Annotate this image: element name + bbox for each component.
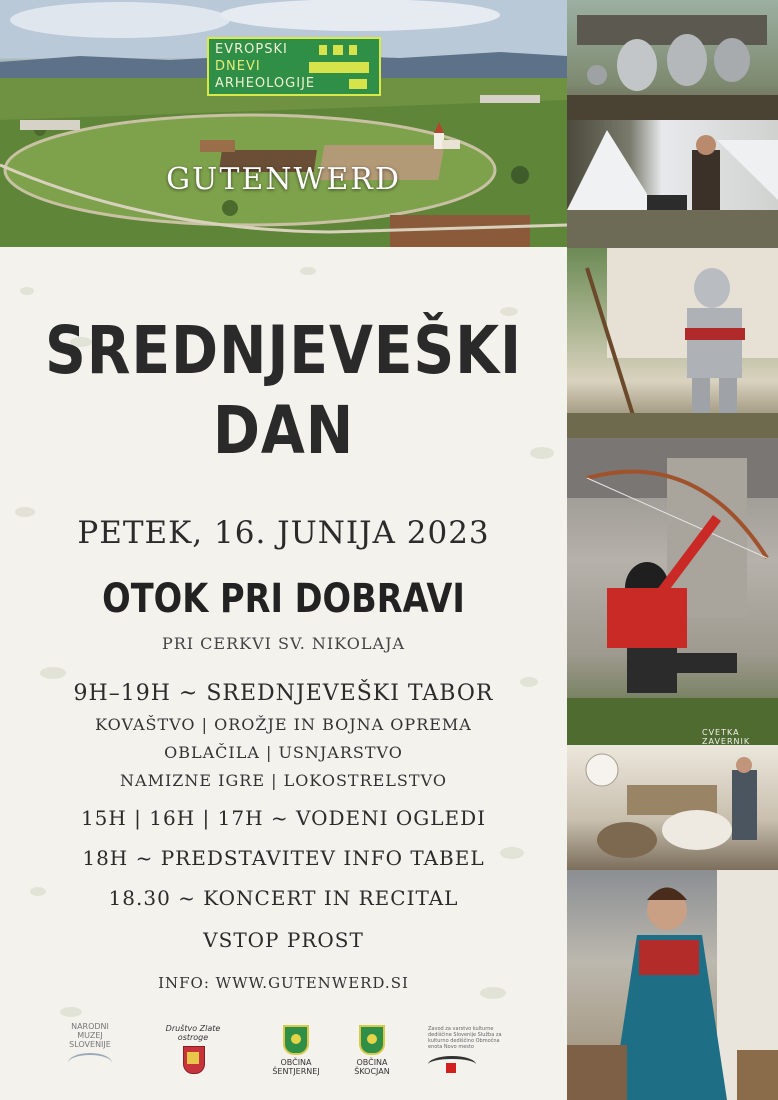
museum-logo-text: NARODNI MUZEJ SLOVENIJE (69, 1022, 111, 1049)
zvkds-logo (428, 1026, 508, 1073)
program-camp-items-1: KOVAŠTVO | OROŽJE IN BOJNA OPREMA (95, 715, 472, 734)
society-logo (152, 1024, 234, 1078)
museum-arch-icon (68, 1053, 112, 1073)
badge-line-3: ARHEOLOGIJE (215, 76, 316, 91)
event-heading-line-1: SREDNJEVEŠKI (45, 312, 522, 389)
photo-seamstress (567, 870, 778, 1100)
photo-blacksmith (567, 120, 778, 248)
program-camp-items-2: OBLAČILA | USNJARSTVO (164, 743, 403, 762)
badge-glyph-icon (333, 45, 343, 55)
photo-armor-display (567, 0, 778, 120)
archaeology-days-badge (207, 37, 381, 96)
badge-glyph-icon (309, 62, 369, 73)
sentjernej-coat-of-arms-icon (283, 1025, 309, 1055)
hero-landscape-photo (0, 0, 567, 247)
photo-leather-workshop (567, 745, 778, 870)
society-logo-text: Društvo Zlate ostroge (165, 1024, 221, 1042)
skocjan-logo-text: OBČINA ŠKOCJAN (354, 1058, 390, 1076)
skocjan-coat-of-arms-icon (359, 1025, 385, 1055)
photo-credit: CVETKA ZAVERNIK (702, 728, 751, 745)
badge-glyph-icon (349, 79, 367, 89)
program-entry: VSTOP PROST (203, 928, 364, 952)
badge-line-1: EVROPSKI (215, 42, 288, 57)
skocjan-logo (347, 1025, 397, 1076)
program-info-link[interactable]: INFO: WWW.GUTENWERD.SI (158, 974, 409, 992)
crest-icon (175, 1046, 211, 1078)
program-camp-items-3: NAMIZNE IGRE | LOKOSTRELSTVO (120, 771, 447, 790)
sentjernej-logo-text: OBČINA ŠENTJERNEJ (272, 1058, 320, 1076)
zvkds-swoosh-icon (428, 1056, 476, 1073)
event-place-sub: PRI CERKVI SV. NIKOLAJA (161, 634, 406, 653)
event-heading-line-2: DAN (212, 392, 355, 469)
event-place: OTOK PRI DOBRAVI (102, 576, 465, 622)
photo-archer (567, 438, 778, 745)
program-camp: 9H–19H ~ SREDNJEVEŠKI TABOR (73, 681, 494, 706)
site-title: GUTENWERD (166, 162, 401, 197)
badge-line-2: DNEVI (215, 59, 261, 74)
photo-knight-in-armor (567, 248, 778, 438)
badge-glyph-icon (349, 45, 357, 55)
sentjernej-logo (271, 1025, 321, 1076)
badge-glyph-icon (319, 45, 327, 55)
program-tours: 15H | 16H | 17H ~ VODENI OGLEDI (80, 806, 487, 830)
program-concert: 18.30 ~ KONCERT IN RECITAL (108, 886, 459, 910)
event-date: PETEK, 16. JUNIJA 2023 (77, 515, 490, 551)
museum-logo (60, 1022, 120, 1073)
zvkds-logo-text: Zavod za varstvo kulturne dediščine Slovenije Služba za kulturno dediščino Območna enota Novo mesto (428, 1026, 502, 1050)
program-info-boards: 18H ~ PREDSTAVITEV INFO TABEL (82, 846, 485, 870)
